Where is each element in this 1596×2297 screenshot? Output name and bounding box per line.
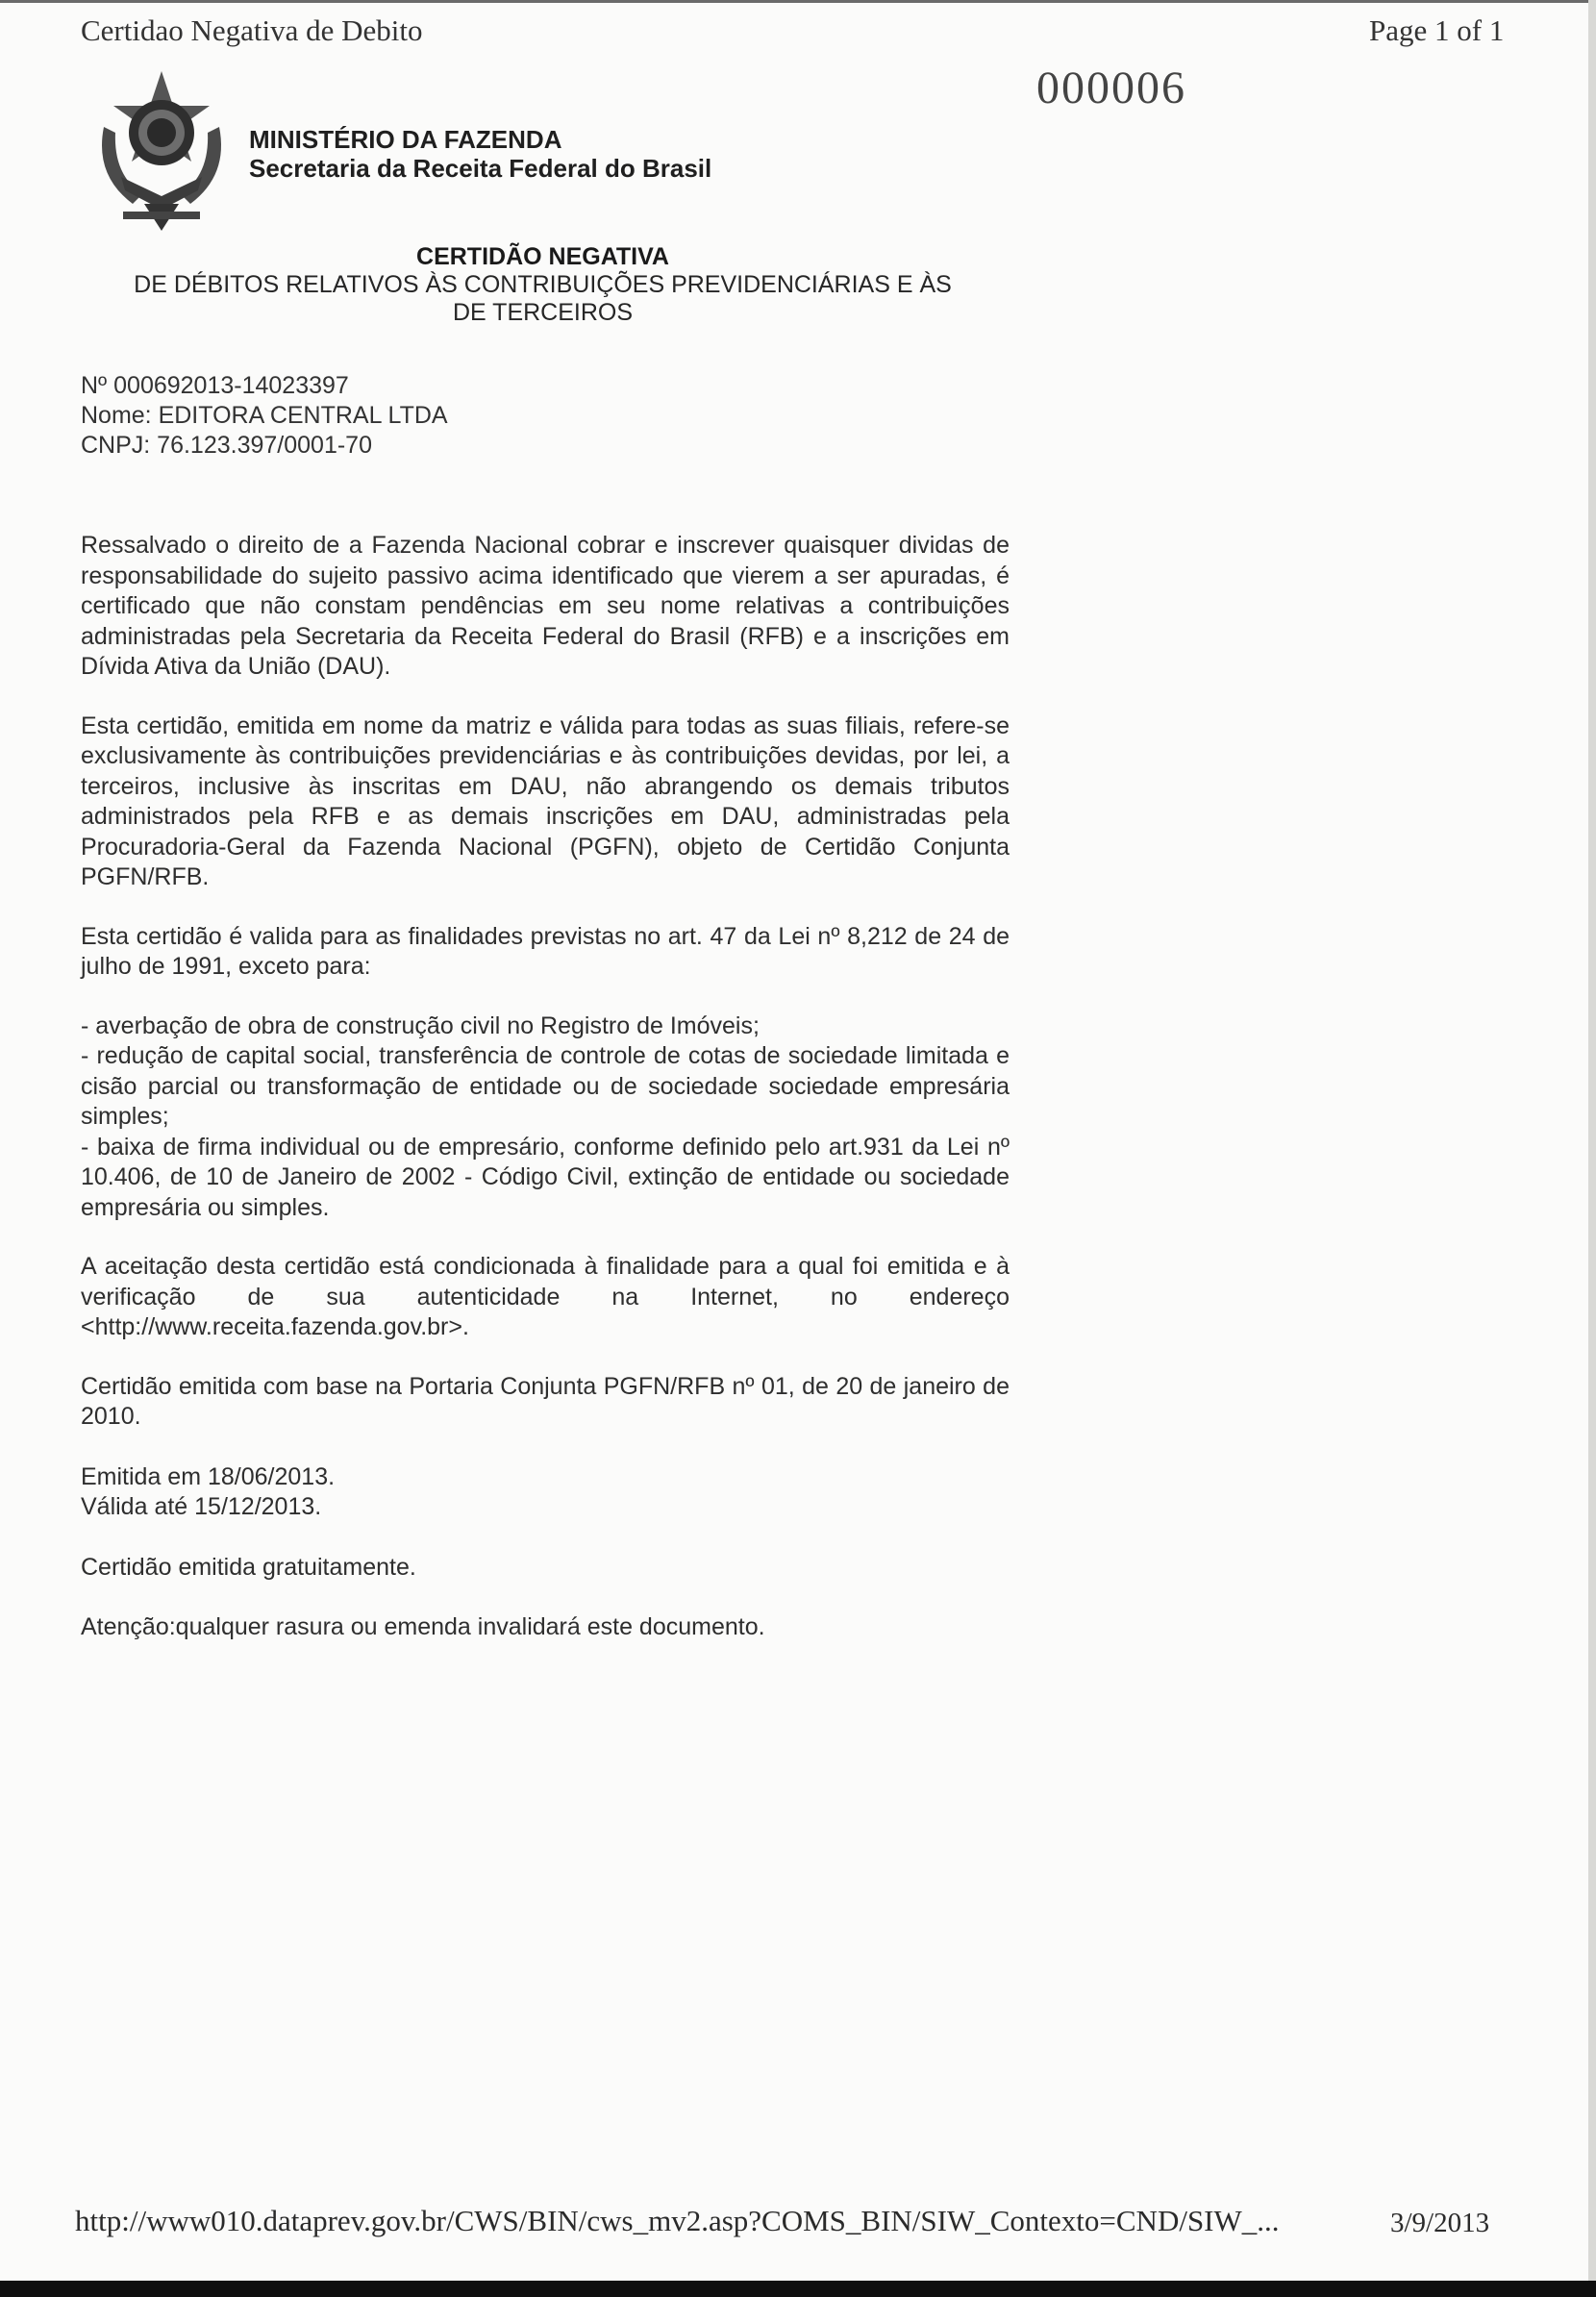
- paragraph-scope: Esta certidão, emitida em nome da matriz e válida para todas as suas filiais, refere-se exclusivamente às contribuições previdenciárias e às contribuições devidas, por lei, a terceiros, inclusive às inscritas em DAU, não abrangendo os demais tributos administrados pela RFB e as demais inscrições em DAU, administradas pela Procuradoria-Geral da Fazenda Nacional (PGFN), objeto de Certidão Conjunta PGFN/RFB.: [81, 712, 1010, 890]
- scan-bottom-edge: [0, 2281, 1596, 2297]
- free-issuance-note: Certidão emitida gratuitamente.: [81, 1553, 416, 1581]
- exception-item-1: - averbação de obra de construção civil no Registro de Imóveis;: [81, 1011, 760, 1039]
- issue-date: Emitida em 18/06/2013.: [81, 1462, 336, 1490]
- taxpayer-identification: [81, 371, 448, 461]
- source-url: http://www010.dataprev.gov.br/CWS/BIN/cws_mv2.asp?COMS_BIN/SIW_Contexto=CND/SIW_...: [75, 2204, 1280, 2237]
- exception-item-2: - redução de capital social, transferência de controle de cotas de sociedade limitada e cisão parcial ou transformação de entidade ou de sociedade sociedade empresária simples;: [81, 1042, 1010, 1130]
- page-counter: Page 1 of 1: [1369, 13, 1505, 47]
- valid-until-date: Válida até 15/12/2013.: [81, 1493, 322, 1520]
- certificate-number: Nº 000692013-14023397: [81, 372, 349, 399]
- paragraph-authenticity: A aceitação desta certidão está condicionada à finalidade para a qual foi emitida e à verificação de sua autenticidade na Internet, no endereço <http://www.receita.fazenda.gov.br>.: [81, 1253, 1010, 1340]
- issuing-agency: [249, 125, 711, 183]
- print-date: 3/9/2013: [1390, 2208, 1490, 2238]
- paragraph-rights: Ressalvado o direito de a Fazenda Nacional cobrar e inscrever quaisquer dividas de responsabilidade do sujeito passivo acima identificado que vierem a ser apuradas, é certificado que não constam pendências em seu nome relativas a contribuições administradas pela Secretaria da Receita Federal do Brasil (RFB) e a inscrições em Dívida Ativa da União (DAU).: [81, 532, 1010, 680]
- scan-right-edge: [1588, 0, 1596, 2281]
- company-cnpj: CNPJ: 76.123.397/0001-70: [81, 432, 372, 459]
- coat-of-arms-icon: [85, 69, 238, 233]
- scan-top-edge: [0, 0, 1596, 3]
- tampering-warning: Atenção:qualquer rasura ou emenda invalidará este documento.: [81, 1613, 765, 1640]
- certificate-heading: [85, 243, 1001, 327]
- paragraph-validity: Esta certidão é valida para as finalidades previstas no art. 47 da Lei nº 8,212 de 24 de julho de 1991, exceto para:: [81, 922, 1010, 980]
- certificate-title: CERTIDÃO NEGATIVA: [416, 243, 669, 270]
- browser-print-title: Certidao Negativa de Debito: [81, 13, 423, 47]
- ministry-name: MINISTÉRIO DA FAZENDA: [249, 125, 562, 154]
- certificate-body: [81, 531, 1010, 1643]
- certificate-subtitle-line-1: DE DÉBITOS RELATIVOS ÀS CONTRIBUIÇÕES PREVIDENCIÁRIAS E ÀS: [134, 271, 952, 298]
- secretariat-name: Secretaria da Receita Federal do Brasil: [249, 154, 712, 183]
- exception-item-3: - baixa de firma individual ou de empresário, conforme definido pelo art.931 da Lei nº 10.406, de 10 de Janeiro de 2002 - Código Civil, extinção de entidade ou sociedade empresária ou simples.: [81, 1133, 1010, 1221]
- numbering-stamp: 000006: [1036, 62, 1186, 113]
- certificate-subtitle-line-2: DE TERCEIROS: [452, 299, 634, 326]
- paragraph-legal-basis: Certidão emitida com base na Portaria Conjunta PGFN/RFB nº 01, de 20 de janeiro de 2010.: [81, 1372, 1010, 1430]
- company-name: Nome: EDITORA CENTRAL LTDA: [81, 402, 448, 429]
